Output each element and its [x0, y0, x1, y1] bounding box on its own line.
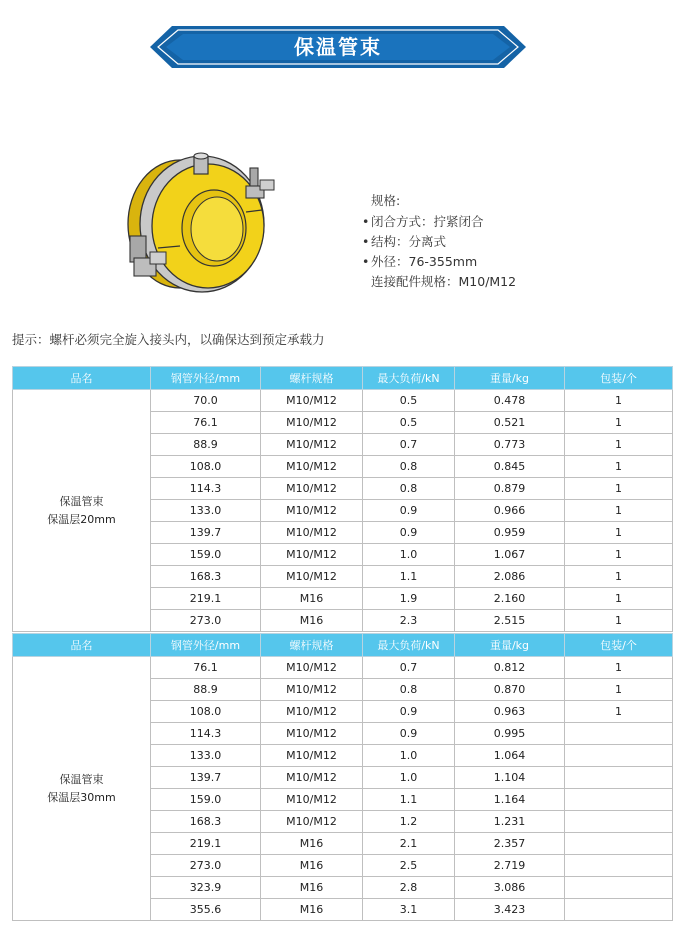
- pipe-clamp-image: [122, 150, 292, 300]
- spec-block: [362, 190, 516, 292]
- diameter-cell: 139.7: [151, 767, 261, 789]
- weight-cell: 2.086: [455, 566, 565, 588]
- diameter-cell: 114.3: [151, 478, 261, 500]
- load-cell: 0.8: [363, 478, 455, 500]
- col-header-load: 最大负荷/kN: [363, 367, 455, 390]
- load-cell: 1.1: [363, 789, 455, 811]
- diameter-cell: 273.0: [151, 610, 261, 632]
- title-banner: [150, 26, 526, 68]
- weight-cell: 1.231: [455, 811, 565, 833]
- diameter-cell: 88.9: [151, 434, 261, 456]
- bolt-cell: M10/M12: [261, 679, 363, 701]
- package-cell: 1: [565, 588, 673, 610]
- bolt-cell: M16: [261, 899, 363, 921]
- weight-cell: 0.995: [455, 723, 565, 745]
- weight-cell: 3.423: [455, 899, 565, 921]
- load-cell: 2.3: [363, 610, 455, 632]
- load-cell: 0.5: [363, 390, 455, 412]
- package-cell: 1: [565, 657, 673, 679]
- bullet-icon: •: [362, 214, 370, 229]
- weight-cell: 0.963: [455, 701, 565, 723]
- table-header-row: [13, 634, 673, 657]
- col-header-bolt: 螺杆规格: [261, 367, 363, 390]
- weight-cell: 0.478: [455, 390, 565, 412]
- load-cell: 0.9: [363, 723, 455, 745]
- weight-cell: 0.870: [455, 679, 565, 701]
- product-name-cell: [13, 657, 151, 921]
- weight-cell: 0.521: [455, 412, 565, 434]
- diameter-cell: 76.1: [151, 657, 261, 679]
- spec-item: [362, 252, 516, 272]
- diameter-cell: 108.0: [151, 456, 261, 478]
- product-name-cell: [13, 390, 151, 632]
- load-cell: 0.7: [363, 657, 455, 679]
- diameter-cell: 108.0: [151, 701, 261, 723]
- col-header-package: 包装/个: [565, 634, 673, 657]
- bolt-cell: M10/M12: [261, 566, 363, 588]
- col-header-package: 包装/个: [565, 367, 673, 390]
- weight-cell: 1.067: [455, 544, 565, 566]
- package-cell: [565, 745, 673, 767]
- spec-heading: 规格:: [371, 193, 401, 208]
- bolt-cell: M16: [261, 855, 363, 877]
- weight-cell: 1.104: [455, 767, 565, 789]
- load-cell: 2.8: [363, 877, 455, 899]
- col-header-load: 最大负荷/kN: [363, 634, 455, 657]
- weight-cell: 2.515: [455, 610, 565, 632]
- load-cell: 2.1: [363, 833, 455, 855]
- spec-item: [362, 232, 516, 252]
- spec-item-text: 外径：76-355mm: [371, 254, 478, 269]
- package-cell: 1: [565, 434, 673, 456]
- diameter-cell: 139.7: [151, 522, 261, 544]
- bolt-cell: M10/M12: [261, 412, 363, 434]
- diameter-cell: 168.3: [151, 811, 261, 833]
- bolt-cell: M10/M12: [261, 478, 363, 500]
- weight-cell: 2.160: [455, 588, 565, 610]
- package-cell: [565, 723, 673, 745]
- table-row: [13, 390, 673, 412]
- diameter-cell: 168.3: [151, 566, 261, 588]
- spec-item: [362, 212, 516, 232]
- load-cell: 0.9: [363, 500, 455, 522]
- load-cell: 1.9: [363, 588, 455, 610]
- weight-cell: 0.966: [455, 500, 565, 522]
- package-cell: [565, 877, 673, 899]
- spec-connector: 连接配件规格：M10/M12: [371, 274, 517, 289]
- col-header-weight: 重量/kg: [455, 634, 565, 657]
- bolt-cell: M10/M12: [261, 745, 363, 767]
- load-cell: 1.0: [363, 745, 455, 767]
- product-name-line: 保温管束: [59, 494, 104, 508]
- hint-text: 提示：螺杆必须完全旋入接头内，以确保达到预定承载力: [12, 332, 325, 347]
- diameter-cell: 159.0: [151, 544, 261, 566]
- weight-cell: 0.812: [455, 657, 565, 679]
- package-cell: [565, 833, 673, 855]
- bolt-cell: M10/M12: [261, 767, 363, 789]
- load-cell: 0.9: [363, 522, 455, 544]
- load-cell: 0.5: [363, 412, 455, 434]
- diameter-cell: 70.0: [151, 390, 261, 412]
- diameter-cell: 133.0: [151, 745, 261, 767]
- bolt-cell: M10/M12: [261, 789, 363, 811]
- bolt-cell: M10/M12: [261, 500, 363, 522]
- package-cell: 1: [565, 566, 673, 588]
- package-cell: 1: [565, 522, 673, 544]
- package-cell: 1: [565, 610, 673, 632]
- diameter-cell: 273.0: [151, 855, 261, 877]
- package-cell: 1: [565, 679, 673, 701]
- bolt-cell: M10/M12: [261, 390, 363, 412]
- package-cell: [565, 811, 673, 833]
- product-name-line: 保温管束: [59, 772, 104, 786]
- col-header-diameter: 钢管外径/mm: [151, 634, 261, 657]
- package-cell: 1: [565, 544, 673, 566]
- weight-cell: 1.064: [455, 745, 565, 767]
- package-cell: 1: [565, 478, 673, 500]
- load-cell: 1.0: [363, 767, 455, 789]
- bolt-cell: M10/M12: [261, 811, 363, 833]
- spec-item-text: 结构：分离式: [371, 234, 447, 249]
- page-title: 保温管束: [294, 35, 382, 59]
- package-cell: 1: [565, 390, 673, 412]
- weight-cell: 1.164: [455, 789, 565, 811]
- col-header-name: 品名: [13, 367, 151, 390]
- spec-table-30mm: [12, 633, 673, 921]
- weight-cell: 3.086: [455, 877, 565, 899]
- weight-cell: 2.719: [455, 855, 565, 877]
- load-cell: 0.9: [363, 701, 455, 723]
- bolt-cell: M16: [261, 833, 363, 855]
- diameter-cell: 88.9: [151, 679, 261, 701]
- package-cell: 1: [565, 456, 673, 478]
- bolt-cell: M10/M12: [261, 544, 363, 566]
- package-cell: [565, 899, 673, 921]
- bolt-cell: M10/M12: [261, 434, 363, 456]
- diameter-cell: 323.9: [151, 877, 261, 899]
- bolt-cell: M16: [261, 588, 363, 610]
- col-header-diameter: 钢管外径/mm: [151, 367, 261, 390]
- bolt-cell: M16: [261, 610, 363, 632]
- bolt-cell: M10/M12: [261, 522, 363, 544]
- diameter-cell: 219.1: [151, 833, 261, 855]
- load-cell: 0.7: [363, 434, 455, 456]
- bolt-cell: M10/M12: [261, 456, 363, 478]
- load-cell: 1.0: [363, 544, 455, 566]
- bullet-icon: •: [362, 234, 370, 249]
- col-header-name: 品名: [13, 634, 151, 657]
- diameter-cell: 133.0: [151, 500, 261, 522]
- product-name-line: 保温层30mm: [47, 790, 116, 804]
- package-cell: 1: [565, 412, 673, 434]
- package-cell: 1: [565, 500, 673, 522]
- bolt-cell: M10/M12: [261, 723, 363, 745]
- load-cell: 0.8: [363, 456, 455, 478]
- weight-cell: 0.879: [455, 478, 565, 500]
- load-cell: 2.5: [363, 855, 455, 877]
- diameter-cell: 219.1: [151, 588, 261, 610]
- diameter-cell: 76.1: [151, 412, 261, 434]
- weight-cell: 0.959: [455, 522, 565, 544]
- col-header-weight: 重量/kg: [455, 367, 565, 390]
- bolt-cell: M10/M12: [261, 657, 363, 679]
- load-cell: 0.8: [363, 679, 455, 701]
- bolt-cell: M16: [261, 877, 363, 899]
- bolt-cell: M10/M12: [261, 701, 363, 723]
- diameter-cell: 355.6: [151, 899, 261, 921]
- package-cell: [565, 789, 673, 811]
- load-cell: 3.1: [363, 899, 455, 921]
- package-cell: 1: [565, 701, 673, 723]
- diameter-cell: 114.3: [151, 723, 261, 745]
- product-name-line: 保温层20mm: [47, 512, 116, 526]
- table-header-row: [13, 367, 673, 390]
- load-cell: 1.1: [363, 566, 455, 588]
- spec-table-20mm: [12, 366, 673, 632]
- table-row: [13, 657, 673, 679]
- weight-cell: 0.845: [455, 456, 565, 478]
- weight-cell: 0.773: [455, 434, 565, 456]
- weight-cell: 2.357: [455, 833, 565, 855]
- load-cell: 1.2: [363, 811, 455, 833]
- package-cell: [565, 855, 673, 877]
- package-cell: [565, 767, 673, 789]
- bullet-icon: •: [362, 254, 370, 269]
- spec-item-text: 闭合方式：拧紧闭合: [371, 214, 484, 229]
- diameter-cell: 159.0: [151, 789, 261, 811]
- col-header-bolt: 螺杆规格: [261, 634, 363, 657]
